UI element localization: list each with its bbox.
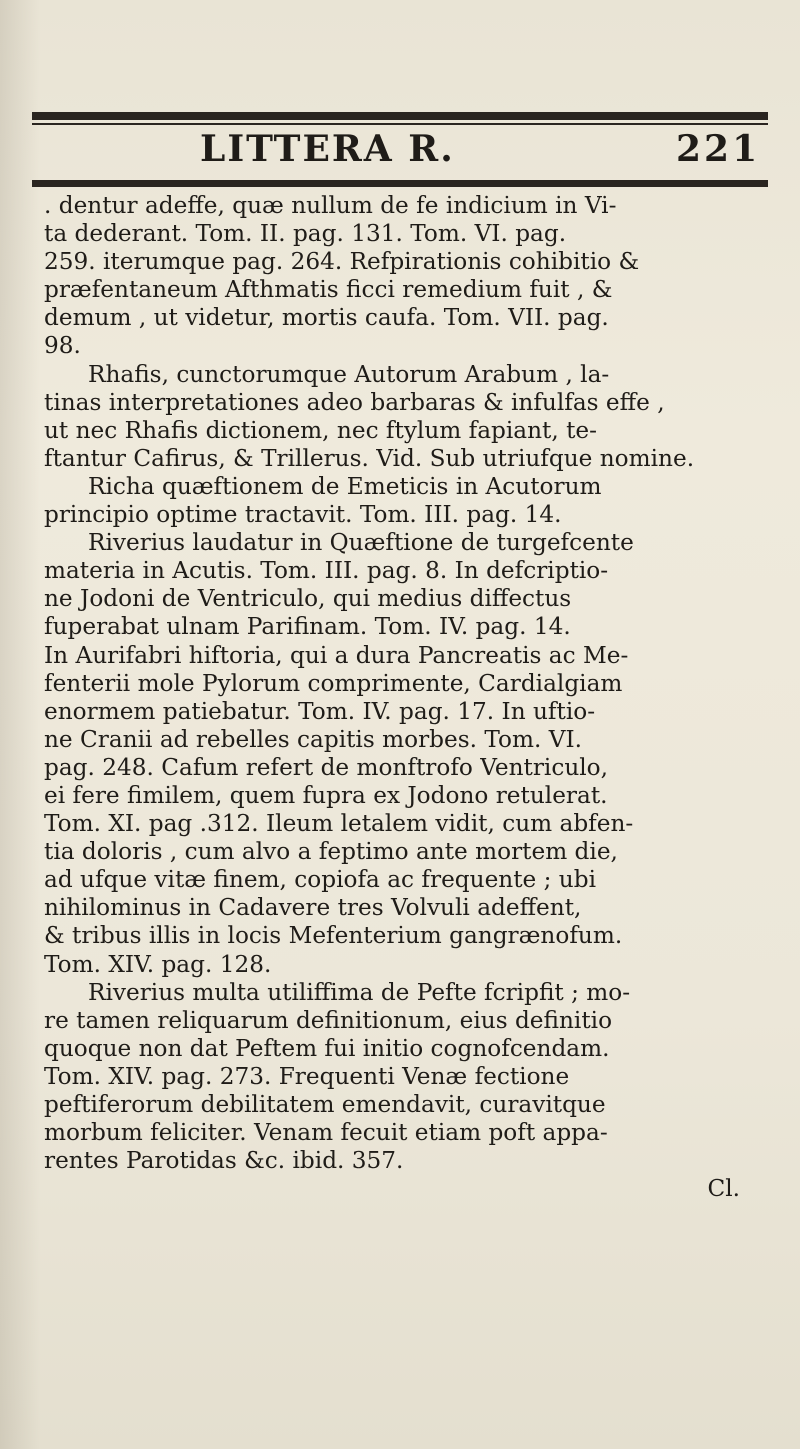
text-line: re tamen reliquarum definitionum, eius definitio: [44, 1006, 613, 1034]
paragraph-start-riverius-peste: Riverius multa utiliffima de Pefte fcripfit ; mo-: [88, 978, 631, 1006]
text-line: In Aurifabri hiftoria, qui a dura Pancreatis ac Me-: [44, 641, 629, 669]
text-line: ei fere fimilem, quem fupra ex Jodono retulerat.: [44, 781, 608, 809]
text-line: & tribus illis in locis Mefenterium gangrænofum.: [44, 922, 623, 950]
text-line: fenterii mole Pylorum comprimente, Cardialgiam: [44, 669, 623, 697]
catchword: Cl.: [707, 1175, 740, 1203]
text-line: ne Jodoni de Ventriculo, qui medius diffectus: [44, 585, 572, 613]
header-rule-top-thin: [32, 123, 768, 125]
text-line: nihilominus in Cadavere tres Volvuli adeffent,: [44, 894, 582, 922]
text-line: tinas interpretationes adeo barbaras & infulfas effe ,: [44, 388, 665, 416]
text-line: rentes Parotidas &c. ibid. 357.: [44, 1147, 404, 1175]
text-line: morbum feliciter. Venam fecuit etiam poft appa-: [44, 1119, 608, 1147]
text-line: ad ufque vitæ finem, copiofa ac frequente ; ubi: [44, 866, 597, 894]
text-line: pag. 248. Cafum refert de monftrofo Ventriculo,: [44, 753, 609, 781]
page-number: 221: [676, 128, 761, 170]
text-line: ne Cranii ad rebelles capitis morbes. Tom. VI.: [44, 725, 582, 753]
page-gutter-shadow: [0, 0, 40, 1449]
text-line: demum , ut videtur, mortis caufa. Tom. VII. pag.: [44, 304, 609, 332]
text-line: materia in Acutis. Tom. III. pag. 8. In defcriptio-: [44, 557, 609, 585]
running-head: LITTERA R.: [200, 128, 455, 170]
header-rule-top: [32, 112, 768, 120]
text-line: Tom. XI. pag .312. Ileum letalem vidit, cum abfen-: [44, 810, 634, 838]
text-line: . dentur adeffe, quæ nullum de fe indicium in Vi-: [44, 192, 617, 219]
body-text: [44, 192, 780, 1203]
header-rule-bottom: [32, 180, 768, 187]
text-line: fuperabat ulnam Parifinam. Tom. IV. pag. 14.: [44, 613, 571, 641]
text-line: 98.: [44, 332, 81, 360]
text-line: ftantur Cafirus, & Trillerus. Vid. Sub utriufque nomine.: [44, 444, 695, 472]
text-line: enormem patiebatur. Tom. IV. pag. 17. In uftio-: [44, 697, 596, 725]
paragraph-start-rhafis: Rhafis, cunctorumque Autorum Arabum , la-: [88, 360, 610, 388]
text-line: præfentaneum Afthmatis ficci remedium fuit , &: [44, 276, 613, 304]
text-line: 259. iterumque pag. 264. Refpirationis cohibitio &: [44, 248, 640, 276]
text-line: principio optime tractavit. Tom. III. pag. 14.: [44, 501, 562, 529]
text-line: peftiferorum debilitatem emendavit, curavitque: [44, 1091, 606, 1118]
text-line: quoque non dat Peftem fui initio cognofcendam.: [44, 1034, 610, 1062]
text-line: Tom. XIV. pag. 273. Frequenti Venæ fectione: [44, 1062, 570, 1090]
text-line: ta dederant. Tom. II. pag. 131. Tom. VI. pag.: [44, 220, 567, 248]
text-line: ut nec Rhafis dictionem, nec ftylum fapiant, te-: [44, 416, 597, 444]
text-line: tia doloris , cum alvo a feptimo ante mortem die,: [44, 838, 618, 866]
paragraph-start-riverius: Riverius laudatur in Quæftione de turgefcente: [88, 529, 634, 557]
text-line: Tom. XIV. pag. 128.: [44, 950, 272, 978]
paragraph-start-richa: Richa quæftionem de Emeticis in Acutorum: [88, 472, 602, 500]
